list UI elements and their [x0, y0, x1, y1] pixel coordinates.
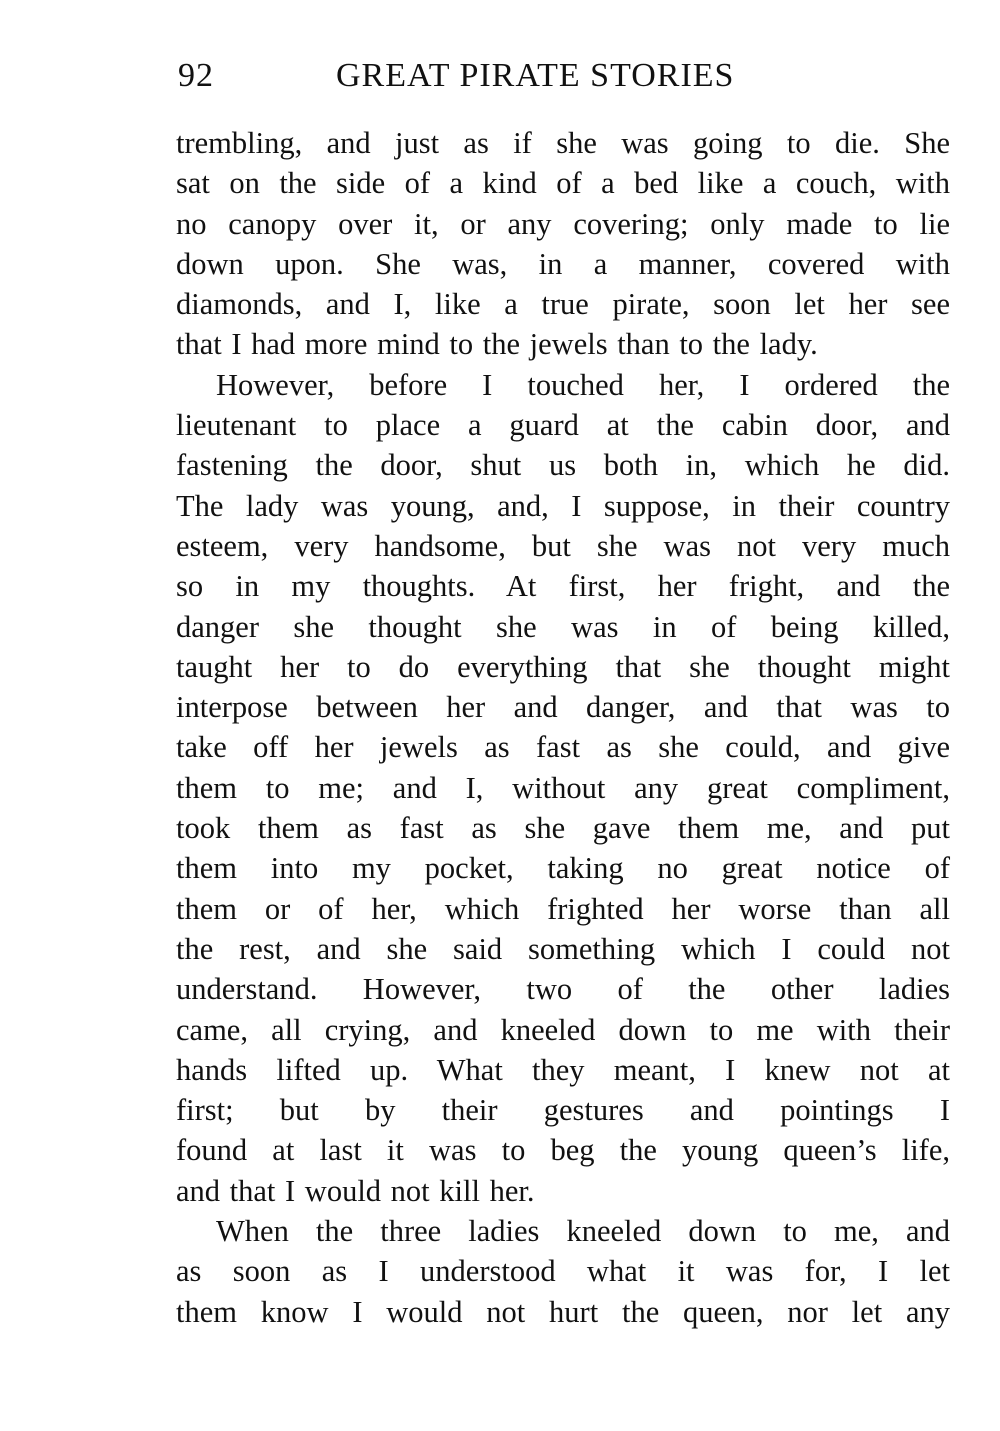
- running-title: GREAT PIRATE STORIES: [336, 57, 735, 94]
- text-line: and that I would not kill her.: [176, 1173, 535, 1208]
- text-line: lieutenant to place a guard at the cabin door, and: [176, 408, 950, 443]
- text-line: take off her jewels as fast as she could, and give: [176, 730, 950, 765]
- text-line: as soon as I understood what it was for, I let: [176, 1254, 950, 1289]
- text-line: trembling, and just as if she was going to die. She: [176, 126, 950, 160]
- text-line: down upon. She was, in a manner, covered with: [176, 246, 950, 281]
- text-line: understand. However, two of the other ladies: [176, 972, 950, 1007]
- text-line: taught her to do everything that she thought might: [176, 649, 950, 684]
- body-text: [176, 123, 950, 1332]
- text-line: esteem, very handsome, but she was not very much: [176, 528, 950, 563]
- text-line: danger she thought she was in of being killed,: [176, 609, 950, 644]
- text-line: them or of her, which frighted her worse than all: [176, 891, 950, 926]
- text-line: the rest, and she said something which I could not: [176, 931, 950, 966]
- text-line: that I had more mind to the jewels than to the lady.: [176, 327, 818, 362]
- text-line: interpose between her and danger, and that was to: [176, 690, 950, 725]
- text-line: found at last it was to beg the young queen’s life,: [176, 1133, 950, 1168]
- text-line: so in my thoughts. At first, her fright, and the: [176, 569, 950, 604]
- text-line: them know I would not hurt the queen, nor let any: [176, 1294, 950, 1329]
- text-line: no canopy over it, or any covering; only made to lie: [176, 206, 950, 241]
- text-line: hands lifted up. What they meant, I knew not at: [176, 1052, 950, 1087]
- text-line: first; but by their gestures and pointings I: [176, 1093, 950, 1128]
- text-line: fastening the door, shut us both in, which he did.: [176, 448, 950, 483]
- text-line: them to me; and I, without any great compliment,: [176, 770, 950, 805]
- text-line: took them as fast as she gave them me, and put: [176, 811, 950, 846]
- text-line: When the three ladies kneeled down to me, and: [216, 1214, 950, 1249]
- text-line: came, all crying, and kneeled down to me with their: [176, 1012, 950, 1047]
- text-line: them into my pocket, taking no great notice of: [176, 851, 950, 886]
- page-header: [178, 52, 808, 100]
- text-line: sat on the side of a kind of a bed like a couch, with: [176, 166, 950, 201]
- text-line: diamonds, and I, like a true pirate, soon let her see: [176, 287, 950, 322]
- page-number: 92: [178, 57, 214, 94]
- text-line: The lady was young, and, I suppose, in their country: [176, 488, 950, 523]
- text-line: However, before I touched her, I ordered the: [216, 367, 950, 402]
